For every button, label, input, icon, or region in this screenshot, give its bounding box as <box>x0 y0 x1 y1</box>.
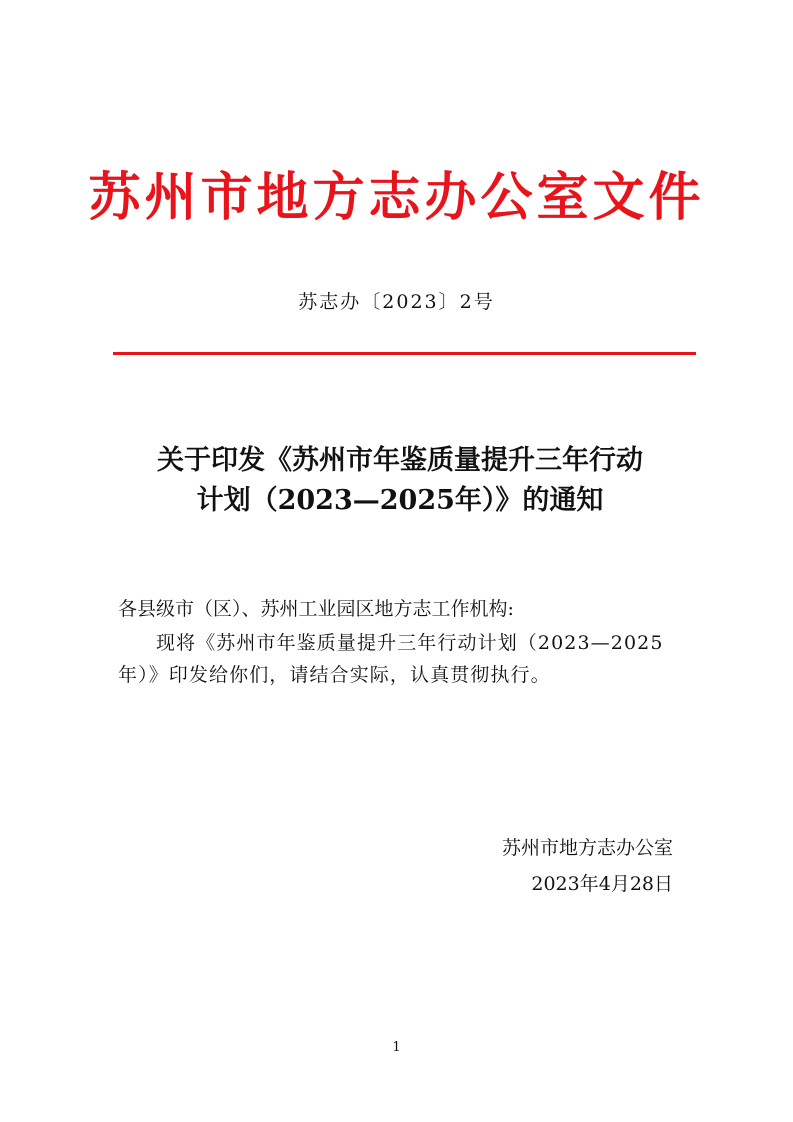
document-body <box>118 593 678 691</box>
signing-organization: 苏州市地方志办公室 <box>501 837 673 859</box>
issuer-heading: 苏州市地方志办公室文件 <box>88 168 705 228</box>
red-divider-line <box>113 352 696 355</box>
signature-block <box>502 830 673 902</box>
title-line-2: 计划（2023—2025年）》的通知 <box>196 485 604 516</box>
body-paragraph: 现将《苏州市年鉴质量提升三年行动计划（2023—2025年）》印发给你们，请结合实际，认真贯彻执行。 <box>118 632 664 686</box>
document-title <box>100 441 700 521</box>
salutation: 各县级市（区）、苏州工业园区地方志工作机构: <box>118 598 514 620</box>
page-number: 1 <box>392 1040 401 1055</box>
title-line-1: 关于印发《苏州市年鉴质量提升三年行动 <box>157 445 643 476</box>
document-number: 苏志办〔2023〕2号 <box>298 291 495 313</box>
signing-date: 2023年4月28日 <box>531 873 673 895</box>
